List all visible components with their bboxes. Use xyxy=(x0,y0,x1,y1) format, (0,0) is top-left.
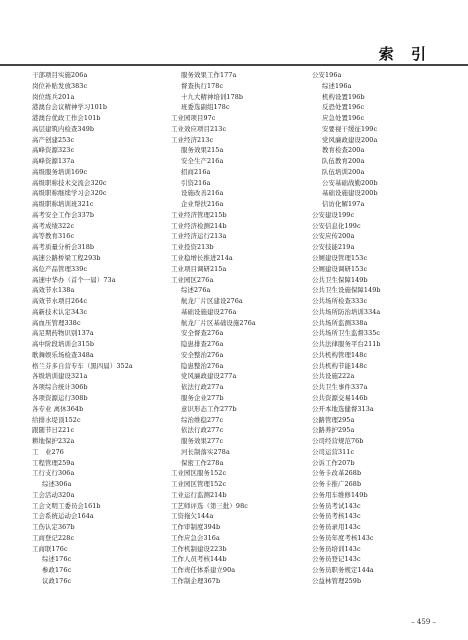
index-entry: 工业投资213b xyxy=(171,243,214,252)
index-entry: 工业经济管理215b xyxy=(171,210,227,219)
index-entry: 港澳台会议精神学习101b xyxy=(32,103,108,112)
index-entry: 岗位补贴发放383c xyxy=(32,81,88,90)
header-rule xyxy=(0,64,468,66)
index-subentry: 服务企业277b xyxy=(181,393,224,402)
index-subentry: 安全整治276a xyxy=(181,350,224,359)
index-entry: 公务用车维修149b xyxy=(312,490,368,499)
index-entry: 工资拖欠144a xyxy=(171,512,214,521)
index-entry: 高考成绩322c xyxy=(32,221,75,230)
index-entry: 公安技能219a xyxy=(312,243,355,252)
index-entry: 各专业 离休364b xyxy=(32,404,84,413)
index-entry: 岗位练兵201a xyxy=(32,92,75,101)
index-subentry: 班委选副组178c xyxy=(181,103,230,112)
index-subentry: 教育检查200a xyxy=(322,146,365,155)
index-entry: 公务员考核143c xyxy=(312,512,361,521)
index-subentry: 服务效果277c xyxy=(181,437,224,446)
index-subentry: 信访化解197a xyxy=(322,200,365,209)
index-entry: 给排水堤顶152c xyxy=(32,415,81,424)
index-subentry: 隐患整治276a xyxy=(181,361,224,370)
index-subentry: 综述176c xyxy=(42,555,72,564)
index-entry: 公益林管理259b xyxy=(312,576,362,585)
index-entry: 工作制企理367b xyxy=(171,576,221,585)
index-entry: 公司经营规范76b xyxy=(312,437,364,446)
index-subentry: 企业帮扶216a xyxy=(181,200,224,209)
index-subentry: 综治维稳277c xyxy=(181,415,224,424)
index-entry: 耕地保护232a xyxy=(32,437,75,446)
index-entry: 工业园区管理152c xyxy=(171,480,227,489)
index-entry: 公务员培训143c xyxy=(312,544,361,553)
index-subentry: 反恐处置196c xyxy=(322,103,365,112)
index-subentry: 引资216a xyxy=(181,178,211,187)
index-entry: 工程管理259a xyxy=(32,458,75,467)
index-entry: 工业园区276a xyxy=(171,275,214,284)
index-entry: 高血压管理338c xyxy=(32,318,81,327)
index-entry: 高级职称培训班321c xyxy=(32,200,94,209)
index-entry: 干部项目实施206a xyxy=(32,71,88,79)
index-entry: 各级培训建设321a xyxy=(32,372,88,381)
index-entry: 高层建筑内检查349b xyxy=(32,124,95,133)
index-entry: 工会文明工委员会161b xyxy=(32,501,101,510)
index-column-2 xyxy=(171,70,256,587)
index-entry: 公务员年度考核143c xyxy=(312,533,374,542)
index-entry: 港澳台优政工作会101b xyxy=(32,114,101,123)
index-entry: 公诉工作207b xyxy=(312,458,355,467)
index-entry: 工业经济运行213a xyxy=(171,232,227,241)
index-entry: 公共法律服务平台211b xyxy=(312,340,381,349)
index-entry: 跟随节日221c xyxy=(32,426,75,435)
index-subentry: 基础设施建设276a xyxy=(181,307,237,316)
index-entry: 高产创建253c xyxy=(32,135,75,144)
index-subentry: 设施改善216a xyxy=(181,189,224,198)
index-subentry: 党风廉政建设200a xyxy=(322,135,378,144)
index-entry: 高级职称技术交流会320c xyxy=(32,178,107,187)
index-entry: 工伤认定367b xyxy=(32,523,75,532)
index-entry: 公共卫生保障149b xyxy=(312,275,368,284)
index-entry: 公共设施222a xyxy=(312,372,355,381)
index-subentry: 十九大精神培训178b xyxy=(181,92,244,101)
index-entry: 歌舞娱乐场检查348a xyxy=(32,350,94,359)
index-entry: 高峰资源323c xyxy=(32,146,75,155)
index-entry: 高考安全工作会337b xyxy=(32,210,95,219)
index-entry: 公路管理295a xyxy=(312,415,355,424)
index-entry: 高危产品管理339c xyxy=(32,264,88,273)
index-entry: 公务员登记143c xyxy=(312,555,361,564)
index-entry: 公安建设199c xyxy=(312,210,355,219)
index-subentry: 队伍教育200a xyxy=(322,157,365,166)
index-subentry: 议政176c xyxy=(42,576,72,585)
index-subentry: 公安基础战勤200b xyxy=(322,178,378,187)
index-entry: 工 业276 xyxy=(32,447,64,456)
index-entry: 公共场所防治培训334a xyxy=(312,307,381,316)
index-entry: 工业稳增长推进214a xyxy=(171,254,233,263)
index-entry: 公路养护295a xyxy=(312,426,355,435)
index-entry: 工业经济213c xyxy=(171,135,214,144)
index-entry: 高足期药物识别137a xyxy=(32,329,94,338)
index-entry: 公共场所检查333c xyxy=(312,297,368,306)
index-entry: 工作审制度394b xyxy=(171,523,221,532)
index-entry: 公共场所卫生监督335c xyxy=(312,329,381,338)
index-entry: 高新技术认定343c xyxy=(32,307,88,316)
index-entry: 工商联176c xyxy=(32,544,68,553)
index-subentry: 意识形态工作277b xyxy=(181,404,237,413)
index-entry: 高速公路桥梁工程293b xyxy=(32,254,101,263)
index-entry: 各项综合统计306b xyxy=(32,383,88,392)
index-subentry: 综述276a xyxy=(181,286,211,295)
index-entry: 公共卫生事件337a xyxy=(312,383,368,392)
index-entry: 工作应急会316a xyxy=(171,533,220,542)
index-entry: 高峰资源137a xyxy=(32,157,75,166)
index-entry: 工艺师评选（第三批）98c xyxy=(171,501,248,510)
index-entry: 工会系统运动会164a xyxy=(32,512,94,521)
index-entry: 公共机构节能148c xyxy=(312,361,368,370)
index-entry: 工业项目调研215a xyxy=(171,264,227,273)
index-entry: 高考质量分析会318b xyxy=(32,243,95,252)
index-entry: 格兰芬多自营专车（黑四届）352a xyxy=(32,361,133,370)
index-subentry: 综述196a xyxy=(322,81,352,90)
index-entry: 公厕建设管理153c xyxy=(312,254,368,263)
index-column-1 xyxy=(32,70,133,587)
index-subentry: 招商216a xyxy=(181,167,211,176)
index-subentry: 安要视干缓征199c xyxy=(322,124,378,133)
index-entry: 公安应传200a xyxy=(312,232,355,241)
index-entry: 工作机制建设223b xyxy=(171,544,227,553)
index-entry: 公安196a xyxy=(312,71,342,79)
index-entry: 工业效应项目213c xyxy=(171,124,227,133)
index-entry: 高等教育316c xyxy=(32,232,75,241)
index-entry: 工行支行306a xyxy=(32,469,75,478)
index-entry: 各项资源运行308b xyxy=(32,393,88,402)
index-subentry: 安全生产216a xyxy=(181,157,224,166)
index-subentry: 航龙厂片区建设276a xyxy=(181,297,243,306)
index-entry: 公共资源交易146b xyxy=(312,393,368,402)
index-subentry: 党风廉政建设277a xyxy=(181,372,237,381)
index-entry: 工会活动320a xyxy=(32,490,75,499)
index-entry: 公务卡推广268b xyxy=(312,480,362,489)
index-subentry: 综述306a xyxy=(42,480,72,489)
index-subentry: 应急处置196c xyxy=(322,114,365,123)
index-subentry: 参政176c xyxy=(42,566,72,575)
index-subentry: 航龙厂片区基础设施276a xyxy=(181,318,256,327)
index-subentry: 服务效果工作177a xyxy=(181,71,237,79)
index-entry: 高效节水项目264c xyxy=(32,297,88,306)
index-entry: 高速中华办（首个一届）73a xyxy=(32,275,116,284)
index-subentry: 安全督查276a xyxy=(181,329,224,338)
index-subentry: 依法行政277c xyxy=(181,426,224,435)
index-entry: 公共机构管理148c xyxy=(312,350,368,359)
index-entry: 公厕建设调研153c xyxy=(312,264,368,273)
index-entry: 公安信息化199c xyxy=(312,221,361,230)
index-entry: 工业园区服务152c xyxy=(171,469,227,478)
index-subentry: 督查执行178c xyxy=(181,81,224,90)
index-entry: 公务员考试143c xyxy=(312,501,361,510)
index-entry: 高级服务培训169c xyxy=(32,167,88,176)
index-entry: 高中阶段培训会315b xyxy=(32,340,95,349)
index-entry: 工业运行监测214b xyxy=(171,490,227,499)
index-entry: 工作人员考核144b xyxy=(171,555,227,564)
index-entry: 公共场所监测338a xyxy=(312,318,368,327)
index-entry: 公共卫生设施保障149b xyxy=(312,286,381,295)
index-entry: 高效节水138a xyxy=(32,286,75,295)
index-entry: 公务员职务规定144a xyxy=(312,566,374,575)
index-entry: 公司运营311c xyxy=(312,447,355,456)
index-entry: 工业经济检测214b xyxy=(171,221,227,230)
page-title: 索 引 xyxy=(378,45,432,63)
index-subentry: 依法行政277a xyxy=(181,383,224,392)
index-entry: 工商登记228c xyxy=(32,533,75,542)
index-entry: 公开本地选健督313a xyxy=(312,404,374,413)
index-column-3 xyxy=(312,70,381,587)
index-subentry: 基础设施建设200b xyxy=(322,189,378,198)
index-subentry: 隐患排查276a xyxy=(181,340,224,349)
index-subentry: 队伍培训200a xyxy=(322,167,365,176)
index-entry: 工业园项目97c xyxy=(171,114,216,123)
index-entry: 工作责任体系建立90a xyxy=(171,566,236,575)
index-entry: 公务卡改革268b xyxy=(312,469,362,478)
index-subentry: 机构设置196b xyxy=(322,92,365,101)
index-entry: 高级职称继续学习会320c xyxy=(32,189,107,198)
page-number: – 459 – xyxy=(411,618,436,626)
index-subentry: 服务效果215a xyxy=(181,146,224,155)
index-subentry: 保密工作278a xyxy=(181,458,224,467)
index-entry: 公务员录用143c xyxy=(312,523,361,532)
index-subentry: 河长制落实278a xyxy=(181,447,230,456)
